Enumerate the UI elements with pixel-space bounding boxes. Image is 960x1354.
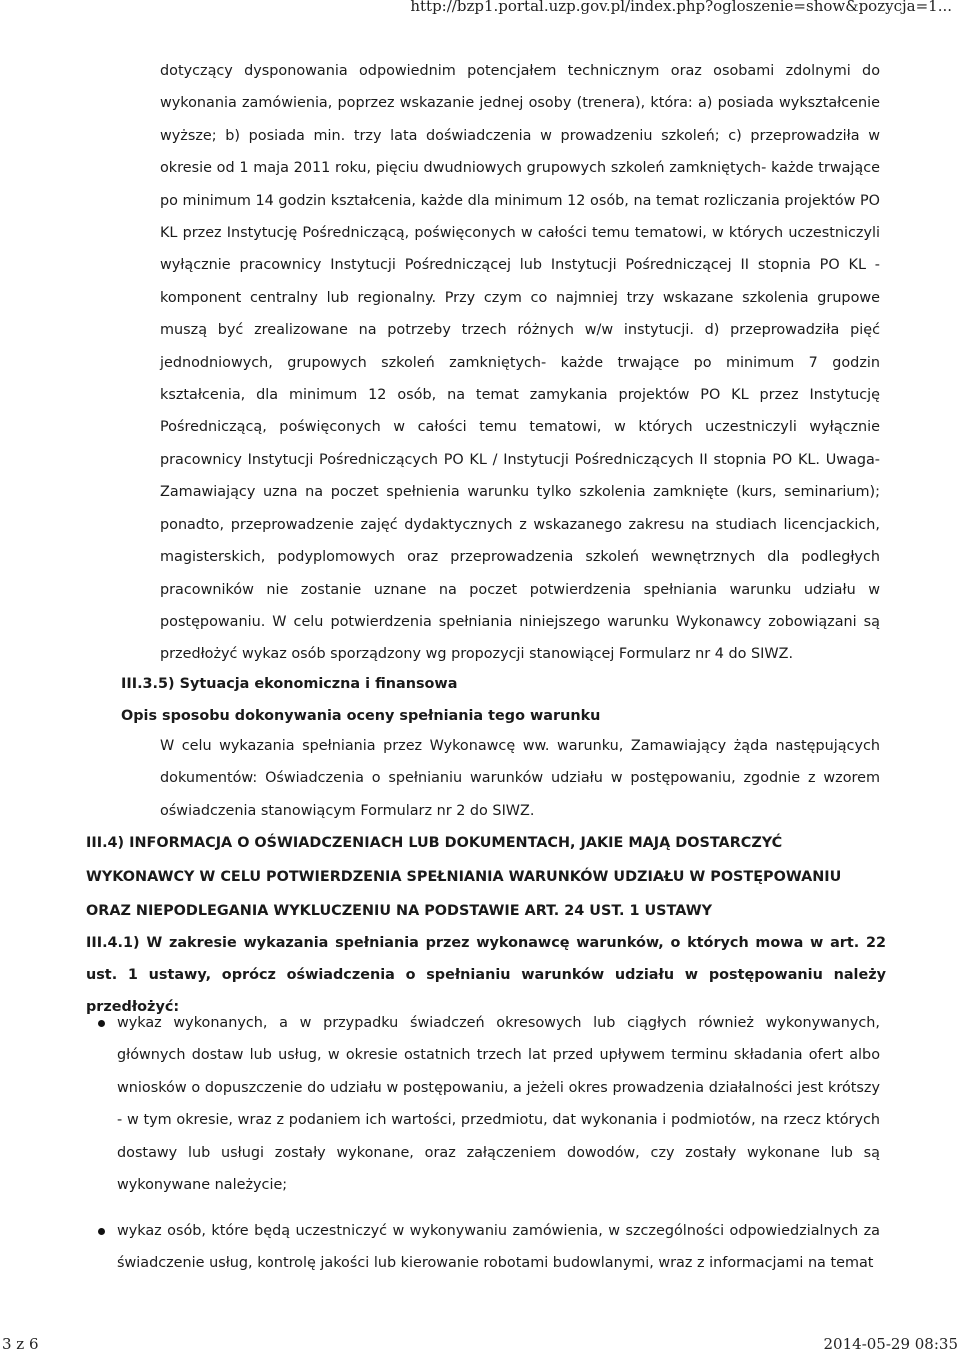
bullet-icon: [98, 1228, 105, 1235]
list-item: [86, 1007, 880, 1201]
page-url-header: http://bzp1.portal.uzp.gov.pl/index.php?ogloszenie=show&pozycja=1...: [410, 0, 952, 15]
list-item-text: wykaz wykonanych, a w przypadku świadczeń okresowych lub ciągłych również wykonywanych, głównych dostaw lub usług, w okresie ostatnich trzech lat przed upływem terminu składania ofert albo wniosków o dopuszczenie do udziału w postępowaniu, a jeżeli okres prowadzenia działalności jest krótszy - w tym okresie, wraz z podaniem ich wartości, przedmiotu, dat wykonania i podmiotów, na rzecz których dostawy lub usługi zostały wykonane, oraz załączeniem dowodów, czy zostały wykonane lub są wykonywane należycie;: [117, 1015, 880, 1194]
page-number: 3 z 6: [2, 1335, 39, 1353]
requirements-paragraph: dotyczący dysponowania odpowiednim potencjałem technicznym oraz osobami zdolnymi do wykonania zamówienia, poprzez wskazanie jednej osoby (trenera), która: a) posiada wykształcenie wyższe; b) posiada min. trzy lata doświadczenia w prowadzeniu szkoleń; c) przeprowadziła w okresie od 1 maja 2011 roku, pięciu dwudniowych grupowych szkoleń zamkniętych- każde trwające po minimum 14 godzin kształcenia, każde dla minimum 12 osób, na temat rozliczania projektów PO KL przez Instytucję Pośredniczącą, poświęconych w całości temu tematowi, w których uczestniczyli wyłącznie pracownicy Instytucji Pośredniczącej lub Instytucji Pośredniczącej II stopnia PO KL - komponent centralny lub regionalny. Przy czym co najmniej trzy wskazane szkolenia grupowe muszą być zrealizowane na potrzeby trzech różnych w/w instytucji. d) przeprowadziła pięć jednodniowych, grupowych szkoleń zamkniętych- każde trwające po minimum 7 godzin kształcenia, dla minimum 12 osób, na temat zamykania projektów PO KL przez Instytucję Pośredniczącą, poświęconych w całości temu tematowi, w których uczestniczyli wyłącznie pracownicy Instytucji Pośredniczących PO KL / Instytucji Pośredniczących II stopnia PO KL. Uwaga- Zamawiający uzna na poczet spełnienia warunku tylko szkolenia zamknięte (kurs, seminarium); ponadto, przeprowadzenie zajęć dydaktycznych z wskazanego zakresu na studiach licencjackich, magisterskich, podyplomowych oraz przeprowadzenia szkoleń wewnętrznych dla podległych pracowników nie zostanie uznane na poczet potwierdzenia spełniania warunku udziału w postępowaniu. W celu potwierdzenia spełniania niniejszego warunku Wykonawcy zobowiązani są przedłożyć wykaz osób sporządzony wg propozycji stanowiącej Formularz nr 4 do SIWZ.: [160, 63, 880, 663]
print-datetime: 2014-05-29 08:35: [823, 1335, 958, 1353]
list-item: [86, 1215, 880, 1280]
list-item-text: wykaz osób, które będą uczestniczyć w wykonywaniu zamówienia, w szczególności odpowiedzialnych za świadczenie usług, kontrolę jakości lub kierowanie robotami budowlanymi, wraz z informacjami na temat: [117, 1223, 880, 1272]
bullet-icon: [98, 1020, 105, 1027]
section-title-economic: III.3.5) Sytuacja ekonomiczna i finansowa: [121, 676, 458, 692]
section-title-documents-subsection: III.4.1) W zakresie wykazania spełniania przez wykonawcę warunków, o których mowa w art. 22 ust. 1 ustawy, oprócz oświadczenia o spełnianiu warunków udziału w postępowaniu należy przedłożyć:: [86, 935, 886, 1015]
assessment-paragraph: W celu wykazania spełniania przez Wykonawcę ww. warunku, Zamawiający żąda następujących dokumentów: Oświadczenia o spełnianiu warunków udziału w postępowaniu, zgodnie z wzorem oświadczenia stanowiącym Formularz nr 2 do SIWZ.: [160, 738, 880, 819]
section-title-documents: III.4) INFORMACJA O OŚWIADCZENIACH LUB DOKUMENTACH, JAKIE MAJĄ DOSTARCZYĆ WYKONAWCY W CELU POTWIERDZENIA SPEŁNIANIA WARUNKÓW UDZIAŁU W POSTĘPOWANIU ORAZ NIEPODLEGANIA WYKLUCZENIU NA PODSTAWIE ART. 24 UST. 1 USTAWY: [86, 835, 842, 919]
section-subtitle-assessment: Opis sposobu dokonywania oceny spełniania tego warunku: [121, 708, 601, 724]
